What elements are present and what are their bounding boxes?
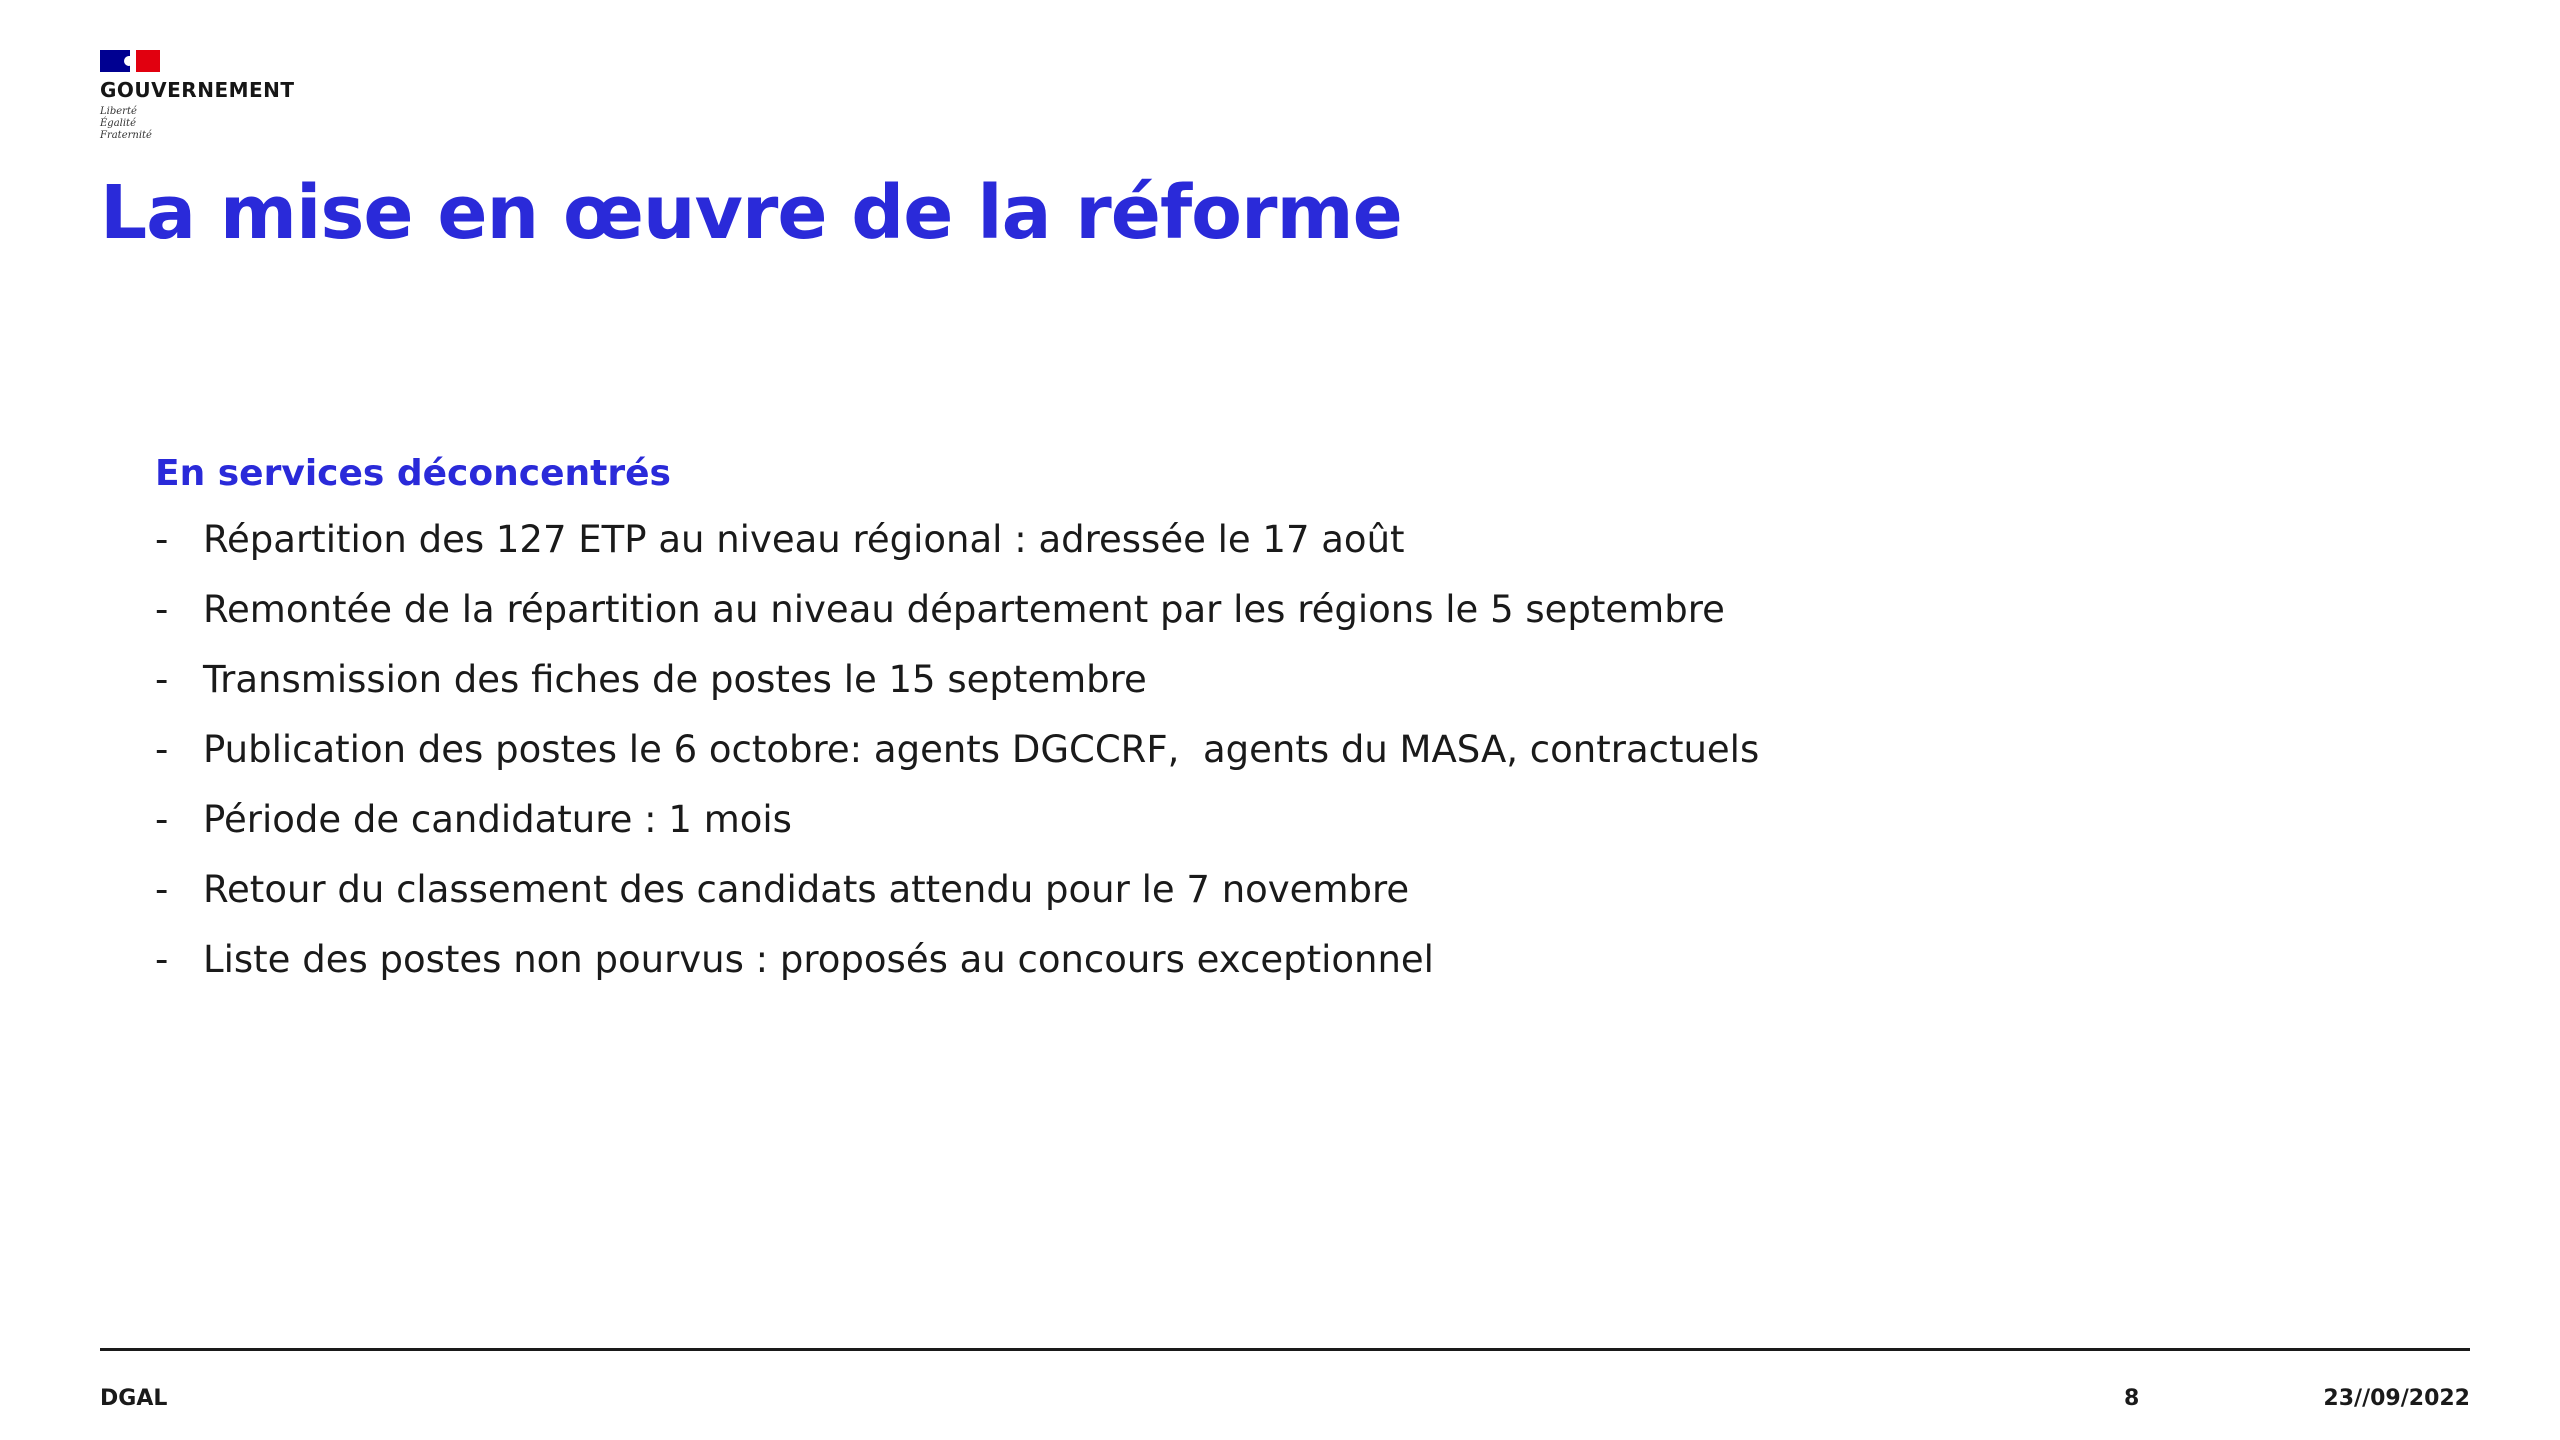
motto-line-egalite: Égalité (100, 118, 136, 129)
section-heading: En services déconcentrés (155, 453, 671, 494)
bullet-text: Transmission des fiches de postes le 15 septembre (203, 658, 1147, 701)
bullet-dash: - (155, 588, 169, 631)
bullet-text: Période de candidature : 1 mois (203, 798, 792, 841)
government-logo (100, 50, 320, 142)
bullet-dash: - (155, 868, 169, 911)
list-item (155, 938, 2355, 982)
page-number: 8 (2124, 1386, 2140, 1411)
bullet-text: Retour du classement des candidats attendu pour le 7 novembre (203, 868, 1410, 911)
marianne-flag-icon (100, 50, 160, 72)
bullet-dash: - (155, 658, 169, 701)
motto-line-fraternite: Fraternité (100, 130, 152, 141)
list-item (155, 518, 2355, 562)
bullet-dash: - (155, 518, 169, 561)
bullet-text: Répartition des 127 ETP au niveau régional : adressée le 17 août (203, 518, 1405, 561)
bullet-text: Remontée de la répartition au niveau département par les régions le 5 septembre (203, 588, 1725, 631)
list-item (155, 728, 2355, 772)
bullet-list (155, 518, 2355, 982)
bullet-dash: - (155, 798, 169, 841)
footer-divider (100, 1348, 2470, 1351)
list-item (155, 798, 2355, 842)
motto-line-liberte: Liberté (100, 106, 137, 117)
footer-date: 23//09/2022 (2323, 1386, 2470, 1411)
list-item (155, 588, 2355, 632)
slide-title: La mise en œuvre de la réforme (100, 170, 1402, 256)
bullet-dash: - (155, 728, 169, 771)
slide-content (155, 452, 2355, 1008)
list-item (155, 658, 2355, 702)
footer-org: DGAL (100, 1386, 168, 1411)
list-item (155, 868, 2355, 912)
bullet-text: Publication des postes le 6 octobre: agents DGCCRF, agents du MASA, contractuels (203, 728, 1760, 771)
logo-name: GOUVERNEMENT (100, 78, 295, 102)
bullet-dash: - (155, 938, 169, 981)
logo-motto (100, 106, 320, 142)
bullet-text: Liste des postes non pourvus : proposés au concours exceptionnel (203, 938, 1434, 981)
